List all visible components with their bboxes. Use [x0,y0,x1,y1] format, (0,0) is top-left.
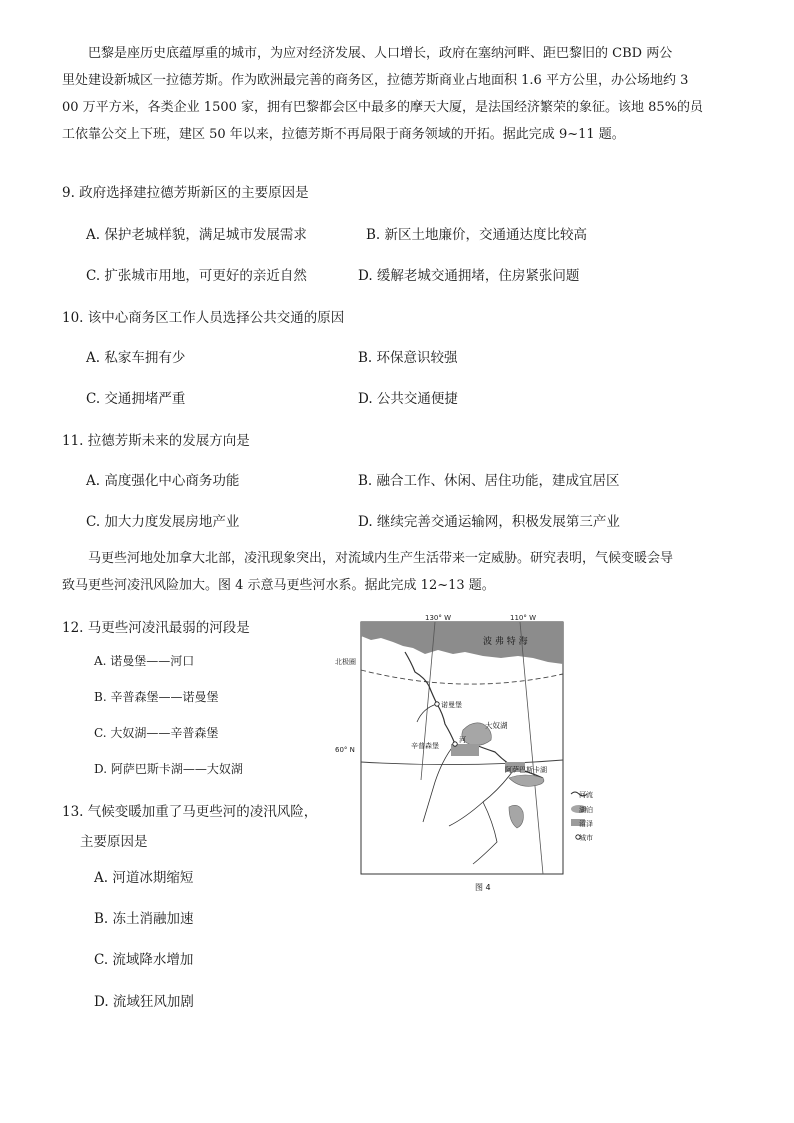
question-13-option-c[interactable]: C. 流域降水增加 [94,952,194,968]
question-12-option-a[interactable]: A. 诺曼堡——河口 [94,654,195,668]
passage-2-line-2: 致马更些河凌汛风险加大。图 4 示意马更些河水系。据此完成 12~13 题。 [62,578,495,593]
question-13-stem-line-2: 主要原因是 [80,834,148,850]
figure-caption: 图 4 [475,883,491,892]
question-13-option-a[interactable]: A. 河道冰期缩短 [94,870,194,886]
lon-label-130w: 130° W [425,614,452,622]
question-12-stem: 12. 马更些河凌汛最弱的河段是 [62,620,250,636]
passage-1-line-2: 里处建设新城区一拉德芳斯。作为欧洲最完善的商务区，拉德芳斯商业占地面积 1.6 平方公里，办公场地约 3 [62,73,689,88]
question-11-option-b[interactable]: B. 融合工作、休闲、居住功能，建成宜居区 [358,473,620,489]
great-slave-lake-label: 大奴湖 [485,721,508,730]
city-fort-simpson [453,742,457,746]
map-legend [571,790,593,842]
lat-60n-label: 60° N [335,746,355,754]
lake-athabasca-label: 阿萨巴斯卡湖 [505,766,547,774]
question-11-option-a[interactable]: A. 高度强化中心商务功能 [86,473,240,489]
question-10-option-d[interactable]: D. 公共交通便捷 [358,391,458,407]
question-9-option-c[interactable]: C. 扩张城市用地，可更好的亲近自然 [86,268,307,284]
river-char-label: 河 [459,736,466,744]
question-12-option-b[interactable]: B. 辛普森堡——诺曼堡 [94,690,219,704]
passage-1 [62,40,742,148]
question-9-stem: 9. 政府选择建拉德芳斯新区的主要原因是 [62,185,309,201]
question-11-stem: 11. 拉德芳斯未来的发展方向是 [62,433,250,449]
arctic-circle-label: 北极圈 [335,658,356,666]
question-13-stem [62,800,317,850]
passage-1-line-3: 00 万平方米，各类企业 1500 家，拥有巴黎都会区中最多的摩天大厦，是法国经济繁荣的象征。该地 85%的员 [62,100,704,115]
sea-label: 波 弗 特 海 [483,637,528,647]
question-10-stem: 10. 该中心商务区工作人员选择公共交通的原因 [62,310,345,326]
city-norman-wells-label: 诺曼堡 [441,701,462,709]
question-13-stem-line-1: 13. 气候变暖加重了马更些河的凌汛风险， [62,804,318,820]
question-11-option-c[interactable]: C. 加大力度发展房地产业 [86,514,240,530]
lon-label-110w: 110° W [510,614,537,622]
question-9-option-a[interactable]: A. 保护老城样貌，满足城市发展需求 [86,227,307,243]
city-fort-simpson-label: 辛普森堡 [411,742,439,750]
passage-1-line-1: 巴黎是座历史底蕴厚重的城市，为应对经济发展、人口增长，政府在塞纳河畔、距巴黎旧的 CBD 两公 [88,46,673,61]
legend-city-label: 城市 [579,834,593,842]
passage-2 [62,545,742,599]
question-10-option-a[interactable]: A. 私家车拥有少 [86,350,186,366]
legend-swamp-label: 沼泽 [579,820,593,828]
passage-2-line-1: 马更些河地处加拿大北部，凌汛现象突出，对流域内生产生活带来一定威胁。研究表明，气候变暖会导 [88,551,674,566]
question-9-option-b[interactable]: B. 新区土地廉价，交通通达度比较高 [366,227,588,243]
question-12-option-c[interactable]: C. 大奴湖——辛普森堡 [94,726,219,740]
question-12-option-d[interactable]: D. 阿萨巴斯卡湖——大奴湖 [94,762,243,776]
question-9-option-d[interactable]: D. 缓解老城交通拥堵，住房紧张问题 [358,268,580,284]
legend-river-label: 河流 [579,791,593,799]
question-10-option-b[interactable]: B. 环保意识较强 [358,350,458,366]
legend-lake-label: 湖泊 [579,806,593,814]
question-11-option-d[interactable]: D. 继续完善交通运输网，积极发展第三产业 [358,514,620,530]
passage-1-line-4: 工依靠公交上下班，建区 50 年以来，拉德芳斯不再局限于商务领域的开拓。据此完成 9~11 题。 [62,127,625,142]
question-10-option-c[interactable]: C. 交通拥堵严重 [86,391,186,407]
question-13-option-d[interactable]: D. 流域狂风加剧 [94,994,194,1010]
question-13-option-b[interactable]: B. 冻土消融加速 [94,911,194,927]
mackenzie-river-map [333,612,593,900]
map-svg [333,612,593,900]
city-norman-wells [435,702,439,706]
